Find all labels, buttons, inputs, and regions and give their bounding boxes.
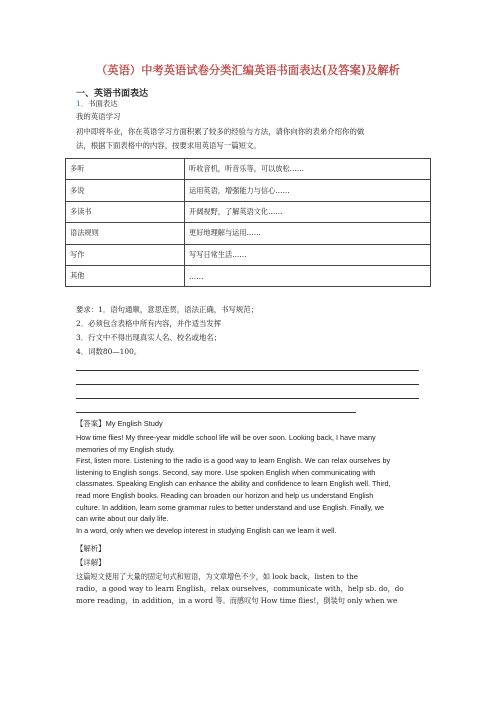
table-cell: 运用英语，增强能力与信心…… xyxy=(185,180,431,201)
essay-line: culture. In addition, learn some grammar rules to better understand and use English. Finally, we xyxy=(76,502,385,512)
answer-blank-line xyxy=(76,398,419,399)
essay-line: read more English books. Reading can broaden our horizon and help us understand English xyxy=(76,490,374,500)
table-row xyxy=(66,180,431,201)
table-row xyxy=(66,244,431,265)
table-cell: …… xyxy=(185,265,431,286)
essay-line: memories of my English study. xyxy=(76,444,175,454)
question-prompt-line: 初中即将毕业，你在英语学习方面积累了较多的经验与方法，请你向你的表弟介绍你的做 xyxy=(76,127,365,136)
essay-line: In a word, only when we develop interest in studying English can we learn it well. xyxy=(76,525,337,535)
detail-text xyxy=(76,571,426,607)
requirement-line: 2．必须包含表格中所有内容，并作适当发挥 xyxy=(76,319,222,328)
question-type: 书面表达 xyxy=(88,99,118,108)
question-header xyxy=(76,98,118,109)
table-row xyxy=(66,223,431,244)
document-title: （英语）中考英语试卷分类汇编英语书面表达(及答案)及解析 xyxy=(96,64,400,77)
table-cell: 开阔视野，了解英语文化…… xyxy=(185,201,431,222)
table-row xyxy=(66,201,431,222)
table-cell: 其他 xyxy=(66,265,185,286)
table-row xyxy=(66,265,431,286)
detail-line: 这篇短文使用了大量的固定句式和短语，为文章增色不少，如 look back，listen to the xyxy=(76,572,359,581)
requirement-line: 4．词数80—100。 xyxy=(76,347,142,356)
answer-heading: My English Study xyxy=(105,419,163,428)
answer-essay xyxy=(76,432,426,536)
requirement-line: 3．行文中不得出现真实人名、校名或地名； xyxy=(76,333,222,342)
essay-line: can write about our daily life. xyxy=(76,514,169,524)
table-cell: 多说 xyxy=(66,180,185,201)
answer-header xyxy=(76,418,163,429)
outline-table xyxy=(65,158,431,287)
table-cell: 语法规则 xyxy=(66,223,185,244)
table-cell: 写写日常生活…… xyxy=(185,244,431,265)
essay-line: classmates. Speaking English can enhance the ability and confidence to learn English well. Third, xyxy=(76,479,391,489)
detail-label: 【详解】 xyxy=(76,558,106,567)
question-prompt-line: 法，根据下面表格中的内容，按要求用英语写一篇短文。 xyxy=(76,141,261,150)
table-cell: 听收音机，听音乐等，可以放松…… xyxy=(185,159,431,180)
question-number: 1． xyxy=(76,99,89,108)
requirement-line: 要求：1．语句通顺，意思连贯，语法正确，书写规范； xyxy=(76,305,259,314)
table-cell: 更好地理解与运用…… xyxy=(185,223,431,244)
essay-line: First, listen more. Listening to the radio is a good way to learn English. We can relax ourselves by xyxy=(76,456,391,466)
analysis-label: 【解析】 xyxy=(76,544,106,553)
answer-blank-line xyxy=(76,412,356,413)
table-cell: 多读书 xyxy=(66,201,185,222)
answer-blank-line xyxy=(76,384,419,385)
question-topic: 我的英语学习 xyxy=(76,112,121,121)
detail-line: more reading，in addition，in a word 等。而感叹句 How time flies!，倒装句 only when we xyxy=(76,596,398,605)
table-cell: 多听 xyxy=(66,159,185,180)
essay-line: listening to English songs. Second, say more. Use spoken English when communicating with xyxy=(76,467,376,477)
table-cell: 写作 xyxy=(66,244,185,265)
section-heading: 一、英语书面表达 xyxy=(76,89,149,99)
answer-label: 【答案】 xyxy=(76,419,106,428)
detail-line: radio，a good way to learn English，relax ourselves，communicate with，help sb. do，do xyxy=(76,584,404,593)
essay-line: How time flies! My three-year middle school life will be over soon. Looking back, I have many xyxy=(76,433,376,442)
answer-blank-line xyxy=(76,370,419,371)
table-row xyxy=(66,159,431,180)
